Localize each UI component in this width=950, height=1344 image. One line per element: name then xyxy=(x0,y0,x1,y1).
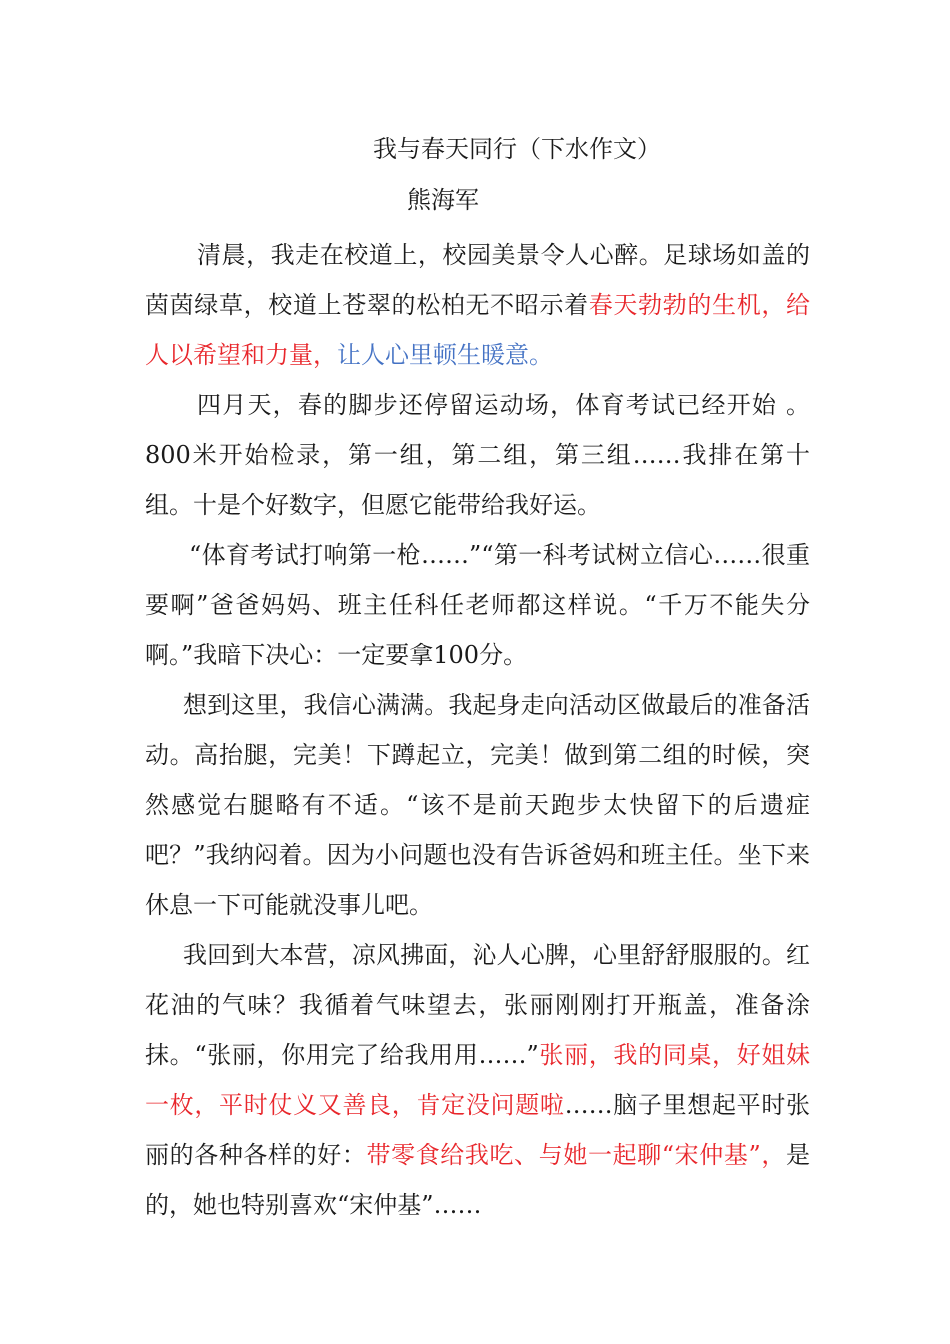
text-segment: 清晨，我走在校道上，校园美景令人心醉。足球场如盖的茵茵绿草，校道上苍翠的松柏无不昭示着 xyxy=(145,241,810,319)
highlight-blue-segment: 让人心里顿生暖意。 xyxy=(337,341,553,369)
paragraph-1 xyxy=(145,230,810,380)
paragraph-5 xyxy=(145,930,810,1230)
text-segment: 是的，她也特别喜欢“宋仲基”…… xyxy=(145,1141,810,1219)
text-segment: “体育考试打响第一枪……”“第一科考试树立信心……很重要啊”爸爸妈妈、班主任科任老师都这样说。“千万不能失分啊。”我暗下决心：一定要拿100分。 xyxy=(145,541,810,669)
highlight-red-segment: 带零食给我吃、与她一起聊“宋仲基”， xyxy=(366,1141,786,1169)
paragraph-3 xyxy=(145,530,810,680)
document-title: 我与春天同行（下水作文） xyxy=(373,135,661,163)
highlight-red-segment: 春天勃勃的生机，给人以希望和力量， xyxy=(145,291,811,369)
text-segment: 想到这里，我信心满满。我起身走向活动区做最后的准备活动。高抬腿，完美！下蹲起立，完美！做到第二组的时候，突然感觉右腿略有不适。“该不是前天跑步太快留下的后遗症吧？”我纳闷着。因为小问题也没有告诉爸妈和班主任。坐下来休息一下可能就没事儿吧。 xyxy=(145,691,810,919)
text-segment: 四月天，春的脚步还停留运动场，体育考试已经开始 。800米开始检录，第一组，第二组，第三组……我排在第十组。十是个好数字，但愿它能带给我好运。 xyxy=(145,391,810,519)
document-author: 熊海军 xyxy=(407,186,479,214)
text-segment: ……脑子里想起平时张丽的各种各样的好： xyxy=(145,1091,811,1169)
paragraph-2 xyxy=(145,380,810,530)
text-segment: 我回到大本营，凉风拂面，沁人心脾，心里舒舒服服的。红花油的气味？我循着气味望去，张丽刚刚打开瓶盖，准备涂抹。“张丽，你用完了给我用用……” xyxy=(145,941,810,1069)
document-body xyxy=(145,230,810,1230)
paragraph-4 xyxy=(145,680,810,930)
highlight-red-segment: 张丽，我的同桌，好姐妹一枚，平时仗义又善良，肯定没问题啦 xyxy=(145,1041,811,1119)
